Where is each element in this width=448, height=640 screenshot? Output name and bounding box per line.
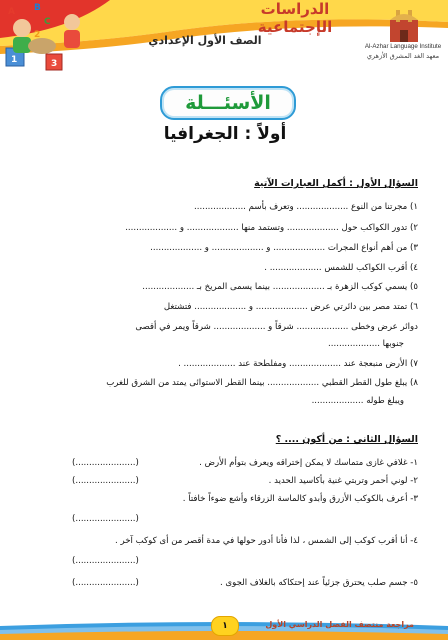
block-number-3: 3 (51, 59, 58, 69)
question-1-line-11: ويبلغ طوله ................... (311, 396, 404, 406)
question-2-answer-1: (......................) (72, 458, 139, 468)
institute-name-english: Al-Azhar Language Institute (364, 43, 442, 50)
questions-banner (160, 86, 296, 120)
question-1-line-5: ٥) يسمي كوكب الزهرة بـ ................... بينما يسمى المريخ بـ ................... (142, 282, 418, 292)
question-1-line-3: ٣) من أهم أنواع المجرات ................... و ................... و ................... (150, 243, 418, 253)
question-2-item-3: ٣- أعرف بالكوكب الأزرق وأبدو كالماسة الزرقاء وأشع ضوءاً خافتاً . (182, 494, 418, 504)
question-2-answer-4: (......................) (72, 556, 139, 566)
question-1-line-4: ٤) أقرب الكواكب للشمس ................... . (264, 263, 418, 273)
institute-name-arabic: معهد الغد المشرق الأزهري (366, 52, 440, 60)
question-1-line-6: ٦) تمتد مصر بين دائرتي عرض ................... و ................... فتشتغل (163, 302, 418, 312)
question-2-heading: السؤال الثاني : من أكون .... ؟ (275, 434, 418, 445)
kids-blocks-illustration (0, 0, 90, 82)
question-2-item-2: ٢- لوني أحمر وتربتي غنية بأكاسيد الحديد . (268, 476, 418, 486)
question-2-answer-5: (......................) (72, 578, 139, 588)
question-1-line-8: جنوبها ................... (328, 339, 404, 349)
question-2-item-1: ١- غلافي غازى متماسك لا يمكن إختراقه ويعرف بتوأم الأرض . (199, 458, 418, 468)
grade-label: الصف الأول الإعدادي (148, 34, 262, 47)
question-2-answer-3: (......................) (72, 514, 139, 524)
block-number-1: 1 (11, 55, 18, 65)
question-2-answer-2: (......................) (72, 476, 139, 486)
footer-label: مراجعة منتصف الفصل الدراسي الأول (265, 620, 414, 629)
questions-banner-label: الأسئـــلة (185, 92, 271, 114)
question-1-line-1: ١) مجرتنا من النوع ................... وتعرف بأسم ................... (194, 202, 418, 212)
question-1-line-9: ٧) الأرض منبعجة عند ................... ومفلطحة عند ................... . (178, 359, 418, 369)
block-letter-c: C (44, 17, 51, 27)
block-letter-b: B (34, 3, 41, 13)
block-number-2: 2 (34, 30, 41, 40)
question-2-item-5: ٥- جسم صلب يحترق جزئياً عند إحتكاكه بالغلاف الجوى . (219, 578, 418, 588)
question-1-line-10: ٨) يبلغ طول القطر القطبي ................... بينما القطر الاستوائى يمتد من الشرق للغرب (106, 378, 418, 388)
block-letter-a: A (8, 7, 15, 17)
question-1-line-7: دوائر عرض وخطى ................... شرقاً و ................... شرقاً ويمر في أقصى (135, 322, 418, 332)
page-header-title: الدراسات الإجتماعية (257, 0, 333, 36)
question-1-heading: السؤال الأول : أكمل العبارات الآتية (254, 178, 418, 189)
question-1-line-2: ٢) تدور الكواكب حول ................... وتستمد منها ................... و ................... (125, 223, 418, 233)
institute-logo-icon (386, 6, 422, 44)
section-title: أولاً : الجغرافيا (163, 124, 287, 144)
page-number: ١ (211, 616, 239, 636)
question-2-item-4: ٤- أنا أقرب كوكب إلى الشمس ، لذا فأنا أدور حولها في مدة أقصر من أى كوكب آخر . (114, 536, 418, 546)
